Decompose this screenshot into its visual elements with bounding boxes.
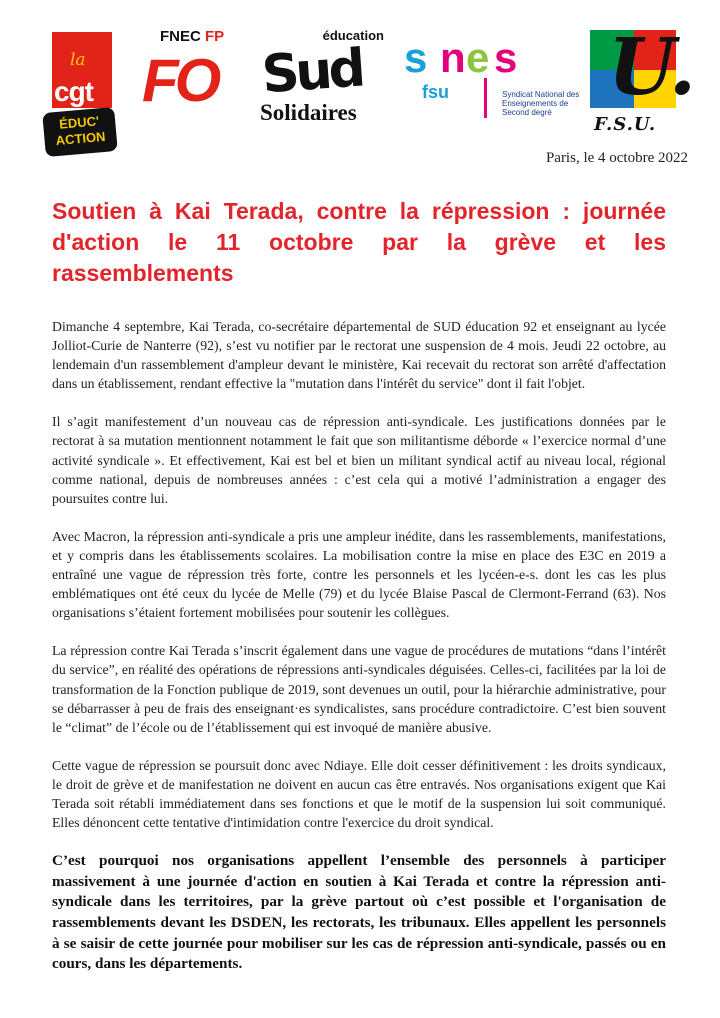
fsu-label: F.S.U. bbox=[594, 114, 657, 135]
paragraph-3: Avec Macron, la répression anti-syndicale a pris une ampleur inédite, dans les rassemblements, manifestations, et y compris dans les établissements scolaires. La mobilisation contre la mise en place des E3C en 2019 a entraîné une vague de répression très forte, contre les personnels et les lycéen-e-s. dont les cas les plus emblématiques ont été ceux du lycée de Melle (79) et du lycée Blaise Pascal de Clermont-Ferrand (63). Nos organisations s’étaient fortement mobilisées pour soutenir les collègues. bbox=[52, 528, 666, 621]
paragraph-1: Dimanche 4 septembre, Kai Terada, co-secrétaire départemental de SUD éducation 92 et enseignant au lycée Jolliot-Curie de Nanterre (92), s’est vu notifier par le rectorat une suspension de 4 mois. Jeudi 22 octobre, au lendemain d'un rassemblement d'ampleur devant le ministère, Kai recevait du rectorat son arrêté d'affectation dans un établissement, rendant effective la "mutation dans l'intérêt du service" dont il fait l'objet. bbox=[52, 319, 666, 392]
snes-fsu-logo bbox=[402, 34, 582, 134]
educ-action-line2: ACTION bbox=[55, 128, 107, 149]
snes-letter-s2: s bbox=[494, 34, 518, 81]
paragraph-4: La répression contre Kai Terada s’inscrit également dans une vague de procédures de mutations “dans l’intérêt du service”, en réalité des opérations de répressions anti-syndicales déguisées. Celles-ci, facilitées par la loi de transformation de la Fonction publique de 2019, sont devenues un outil, pour la hiérarchie administrative, pour se débarrasser à peu de frais des enseignant·es syndicalistes, sans procédure contradictoire. C’est bien souvent le “climat” de l’école ou de l’établissement qui est invoqué de manière abusive. bbox=[52, 643, 666, 735]
fnec-fp-fo-logo bbox=[140, 26, 240, 126]
fsu-letter-u: U. bbox=[608, 22, 697, 113]
sud-wordmark: Sud bbox=[260, 38, 364, 106]
fsu-color-block bbox=[590, 22, 697, 113]
paragraph-5: Cette vague de répression se poursuit donc avec Ndiaye. Elle doit cesser définitivement : les droits syndicaux, le droit de grève et de manifestation ne doivent en aucun cas être entravés. Nos organisations exigent que Kai Terada soit rétabli immédiatement dans ses fonctions et que le motif de la suspension lui soit communiqué. Elles dénoncent cette tentative d'intimidation contre l'exercice du droit syndical. bbox=[52, 757, 666, 831]
document-title: Soutien à Kai Terada, contre la répression : journée d'action le 11 octobre par la grève et les rassemblements bbox=[52, 198, 666, 286]
fsu-logo bbox=[582, 22, 697, 140]
document-date: Paris, le 4 octobre 2022 bbox=[545, 150, 688, 166]
solidaires-label: Solidaires bbox=[260, 100, 357, 125]
fnec-text: FNEC bbox=[160, 28, 201, 45]
cgt-logo-name: cgt bbox=[54, 76, 93, 107]
sud-education-logo bbox=[260, 26, 390, 138]
fp-text: FP bbox=[205, 28, 225, 45]
snes-figure-icon bbox=[484, 78, 497, 118]
document-body bbox=[52, 317, 666, 994]
fnec-label bbox=[160, 28, 224, 45]
fo-text: FO bbox=[142, 47, 218, 114]
snes-letter-e: e bbox=[466, 34, 490, 81]
cgt-logo-la: la bbox=[70, 50, 86, 70]
snes-letter-n: n bbox=[440, 34, 466, 81]
educ-action-line1: ÉDUC' bbox=[58, 113, 100, 132]
sud-education-label: éducation bbox=[322, 28, 384, 43]
paragraph-2: Il s’agit manifestement d’un nouveau cas de répression anti-syndicale. Les justifications données par le rectorat à sa mutation mentionnent notamment le fait que son militantisme déborde « l’exercice normal d’une activité syndicale ». Et effectivement, Kai est bel et bien un militant syndical actif au niveau local, régional comme national, depuis de nombreuses années : c’est cela qui a motivé l’administration a engager des poursuites contre lui. bbox=[52, 414, 666, 506]
snes-letter-s: s bbox=[404, 34, 427, 81]
snes-description: Syndicat National des Enseignements de Second degré bbox=[502, 90, 580, 117]
cgt-logo bbox=[52, 32, 112, 108]
conclusion-paragraph: C’est pourquoi nos organisations appellent l’ensemble des personnels à participer massivement à une journée d'action en soutien à Kai Terada et contre la répression anti-syndicale dans les territoires, par la grève partout où c’est possible et l'organisation de rassemblements devant les DSDEN, les rectorats, les tribunaux. Elles appellent les personnels à se saisir de cette journée pour mobiliser sur les cas de répression anti-syndicale, passés ou en cours, dans les départements. bbox=[52, 852, 666, 973]
snes-fsu-label: fsu bbox=[422, 82, 449, 102]
educ-action-badge bbox=[42, 107, 118, 157]
logo-bar bbox=[40, 22, 697, 166]
